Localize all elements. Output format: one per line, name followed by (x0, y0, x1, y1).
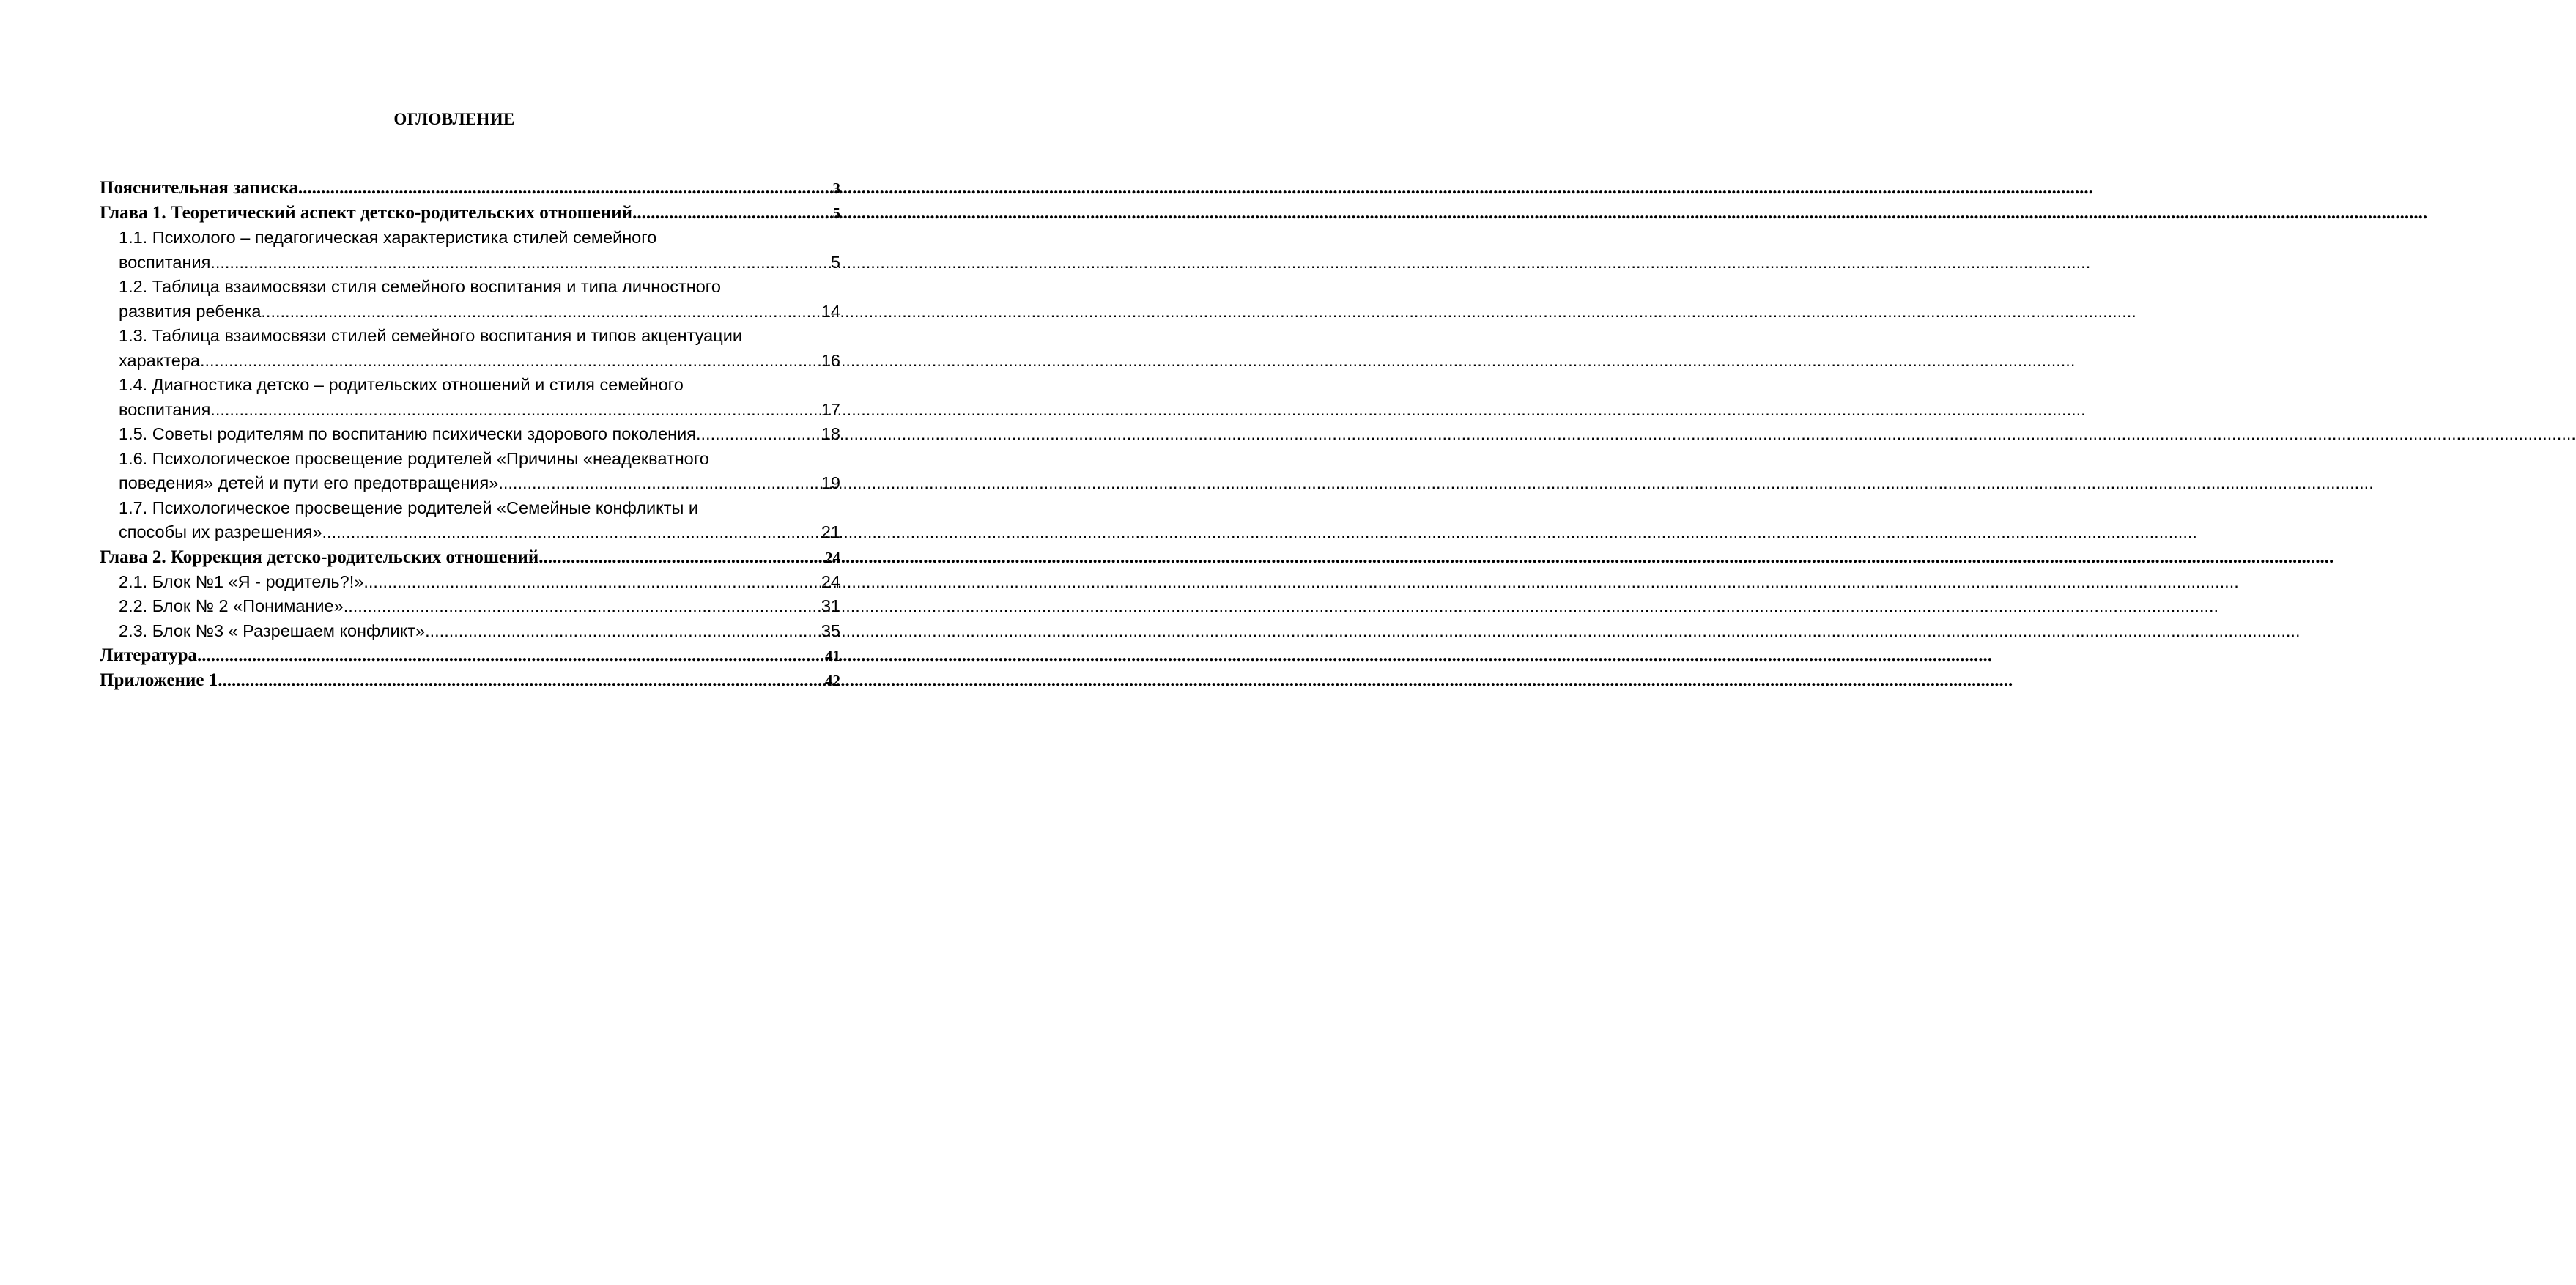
toc-line (119, 619, 840, 644)
toc-entry-label: Пояснительная записка (100, 178, 298, 198)
toc-entry-label: Приложение 1 (100, 670, 218, 690)
toc-page-number: 19 (821, 473, 840, 492)
toc-entry[interactable] (100, 373, 840, 422)
toc-entry[interactable] (100, 545, 840, 570)
toc-entry-label: Глава 2. Коррекция детско-родительских отношений (100, 547, 539, 567)
toc-entry-label-cont: развития ребенка (119, 301, 262, 321)
toc-entry[interactable] (100, 619, 840, 644)
toc-entry[interactable] (100, 226, 840, 275)
toc-entry[interactable] (100, 201, 840, 226)
toc-leader (701, 422, 820, 447)
toc-page-number: 3 (832, 179, 840, 197)
toc-line (100, 545, 840, 570)
toc-leader (218, 668, 825, 692)
toc-line (119, 570, 840, 595)
toc-leader (425, 619, 820, 644)
toc-line (119, 398, 840, 423)
toc-entry-label: 2.1. Блок №1 «Я - родитель?!» (119, 571, 364, 591)
toc-page-number: 35 (821, 621, 840, 640)
toc-entry-label: 2.2. Блок № 2 «Понимание» (119, 596, 344, 615)
toc-page-number: 24 (821, 571, 840, 591)
toc-entry-label: 1.7. Психологическое просвещение родителей «Семейные конфликты и (119, 497, 699, 517)
toc-entry[interactable] (100, 570, 840, 595)
toc-page-number: 17 (821, 399, 840, 419)
toc-page-number: 24 (825, 548, 840, 566)
toc-entry[interactable] (100, 422, 840, 447)
toc-entry-label: 1.6. Психологическое просвещение родителей «Причины «неадекватного (119, 448, 709, 468)
toc-leader (632, 201, 832, 225)
toc-line (100, 643, 840, 668)
toc-entry-label: 1.2. Таблица взаимосвязи стиля семейного воспитания и типа личностного (119, 277, 721, 296)
toc-entry-label-cont: характера (119, 350, 200, 370)
toc-entry[interactable] (100, 643, 840, 668)
toc-entry[interactable] (100, 496, 840, 545)
toc-line (119, 520, 840, 545)
table-of-contents (100, 176, 840, 693)
toc-page-number: 5 (830, 252, 840, 272)
toc-page-number: 16 (821, 350, 840, 370)
toc-entry-label-cont: воспитания. (119, 252, 215, 272)
toc-line (119, 594, 840, 619)
toc-leader (498, 471, 820, 496)
toc-entry-label: 1.1. Психолого – педагогическая характеристика стилей семейного (119, 228, 657, 247)
toc-line (119, 471, 840, 496)
toc-line (100, 668, 840, 693)
toc-leader (363, 570, 820, 595)
toc-line (119, 349, 840, 374)
toc-entry[interactable] (100, 447, 840, 496)
toc-line (119, 300, 840, 325)
toc-line (100, 201, 840, 226)
toc-page-number: 41 (825, 647, 840, 664)
document-page (0, 0, 908, 1285)
toc-entry[interactable] (100, 275, 840, 324)
toc-entry-label-cont: воспитания (119, 399, 211, 419)
toc-page-number: 31 (821, 596, 840, 615)
toc-leader (200, 349, 820, 374)
toc-entry[interactable] (100, 176, 840, 201)
toc-page-number: 42 (825, 672, 840, 689)
toc-entry-label: 1.5. Советы родителям по воспитанию психически здорового поколения. (119, 424, 701, 443)
toc-leader (322, 520, 820, 545)
toc-entry-label-cont: способы их разрешения» (119, 522, 322, 541)
toc-leader (261, 300, 819, 325)
toc-entry-label: 1.4. Диагностика детско – родительских отношений и стиля семейного (119, 375, 684, 394)
toc-leader (298, 176, 833, 200)
toc-line (100, 176, 840, 201)
toc-entry-label: Глава 1. Теоретический аспект детско-родительских отношений (100, 203, 633, 223)
toc-page-number: 21 (821, 522, 840, 541)
toc-page-number: 18 (821, 424, 840, 443)
toc-entry[interactable] (100, 668, 840, 693)
toc-entry-label: 1.3. Таблица взаимосвязи стилей семейного воспитания и типов акцентуации (119, 326, 742, 345)
toc-leader (538, 545, 825, 569)
page-title: ОГЛОВЛЕНИЕ (393, 110, 515, 128)
toc-entry-label: Литература (100, 645, 198, 665)
toc-line (119, 251, 840, 275)
toc-leader (197, 643, 825, 667)
toc-entry[interactable] (100, 324, 840, 373)
toc-leader (215, 251, 829, 275)
toc-line (119, 422, 840, 447)
toc-page-number: 14 (821, 301, 840, 321)
toc-entry-label: 2.3. Блок №3 « Разрешаем конфликт» (119, 621, 426, 640)
toc-leader (344, 594, 820, 619)
toc-entry[interactable] (100, 594, 840, 619)
toc-entry-label-cont: поведения» детей и пути его предотвращения» (119, 473, 499, 492)
toc-page-number: 5 (832, 204, 840, 222)
toc-leader (210, 398, 820, 423)
